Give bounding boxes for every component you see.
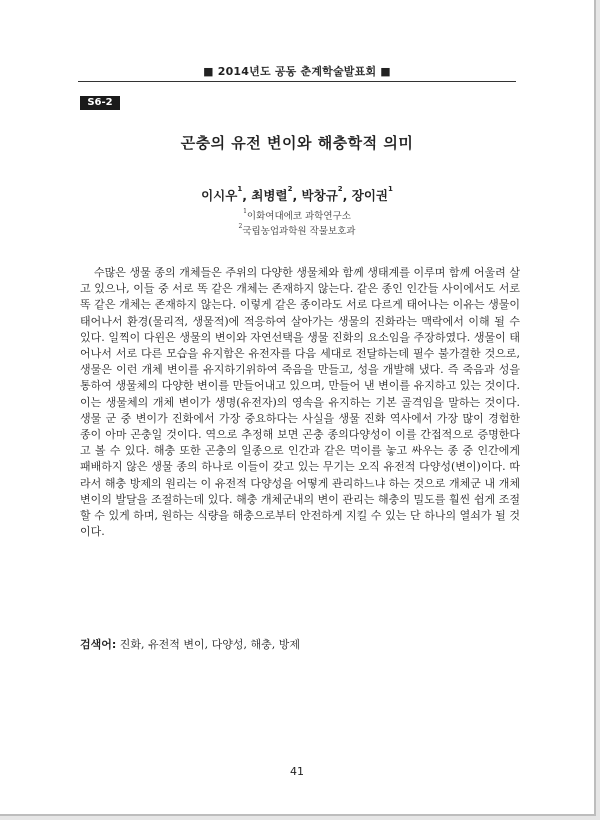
keywords-list: 진화, 유전적 변이, 다양성, 해충, 방제 xyxy=(119,638,301,651)
author-separator: , xyxy=(342,188,352,203)
affiliation-line xyxy=(0,208,594,222)
author-affiliation-mark: 1 xyxy=(388,185,393,193)
affiliation-text: 이화여대에코 과학연구소 xyxy=(246,211,351,222)
paper-title: 곤충의 유전 변이와 해충학적 의미 xyxy=(180,134,414,152)
abstract-body: 수많은 생물 종의 개체들은 주위의 다양한 생물체와 함께 생태계를 이루며 함께 어울려 살고 있으나, 이들 중 서로 똑 같은 개체는 존재하지 않는다. 같은 종인 인간들 사이에서도 서로 똑 같은 개체는 존재하지 않는다. 이렇게 같은 종이라도 서로 다르게 태어나는 이유는 생물이 태어나서 환경(물리적, 생물적)에 적응하여 살아가는 생물의 진화라는 맥락에서 이해 될 수 있다. 일찍이 다윈은 생물의 변이와 자연선택을 생물 진화의 요소임을 주장하였다. 생물이 태어나서 서로 다른 모습을 유지함은 유전자를 다음 세대로 전달하는데 필수 불가결한 것으로, 생물은 이런 개체 변이를 유지하기위하여 죽음을 만들고, 성을 개발해 냈다. 즉 죽음과 성을 통하여 생물체의 다양한 변이를 만들어내고 있으며, 만들어 낸 변이를 유지하고 있는 것이다. 이는 생물체의 개체 변이가 생명(유전자)의 영속을 유지하는 기본 골격임을 말하는 것이다. 생물 군 중 변이가 진화에서 가장 중요하다는 사실을 생물 진화 역사에서 가장 많이 경험한 종이 아마 곤충일 것이다. 역으로 추정해 보면 곤충 종의다양성이 이를 간접적으로 증명한다고 볼 수 있다. 해충 또한 곤충의 일종으로 인간과 같은 먹이를 놓고 싸우는 종 중 인간에게 패배하지 않은 생물 종의 하나로 이들이 갖고 있는 무기는 오직 유전적 다양성(변이)이다. 따라서 해충 방제의 원리는 이 유전적 다양성을 어떻게 관리하느냐 하는 것으로 개체군 내 개체 변이의 발달을 조절하는데 있다. 해충 개체군내의 변이 관리는 해충의 밀도를 훨씬 쉽게 조절할 수 있게 하며, 원하는 식량을 해충으로부터 안전하게 지킬 수 있는 단 하나의 열쇠가 될 것이다. xyxy=(80,266,520,539)
affiliation-number: 1 xyxy=(243,208,247,215)
author-affiliation-mark: 1 xyxy=(237,185,243,193)
author-separator: , xyxy=(242,188,252,203)
author-affiliation-mark: 2 xyxy=(287,185,293,193)
keywords-line xyxy=(80,637,520,653)
author-list xyxy=(0,186,594,204)
running-header: ■ 2014년도 공동 춘계학술발표회 ■ xyxy=(203,65,391,78)
author-name: 박창규 xyxy=(301,188,338,203)
author-name: 장이권 xyxy=(351,188,388,203)
author-separator: , xyxy=(292,188,302,203)
keywords-label: 검색어: xyxy=(80,638,117,651)
author-affiliation-mark: 2 xyxy=(337,185,343,193)
affiliation-line xyxy=(0,223,594,237)
affiliation-number: 2 xyxy=(238,223,243,230)
header-divider xyxy=(78,81,516,82)
author-name: 최병렬 xyxy=(251,188,288,203)
session-code-badge: S6-2 xyxy=(80,96,120,110)
author-name: 이시우 xyxy=(201,188,238,203)
affiliation-text: 국립농업과학원 작물보호과 xyxy=(242,226,356,237)
page-number: 41 xyxy=(290,765,304,778)
